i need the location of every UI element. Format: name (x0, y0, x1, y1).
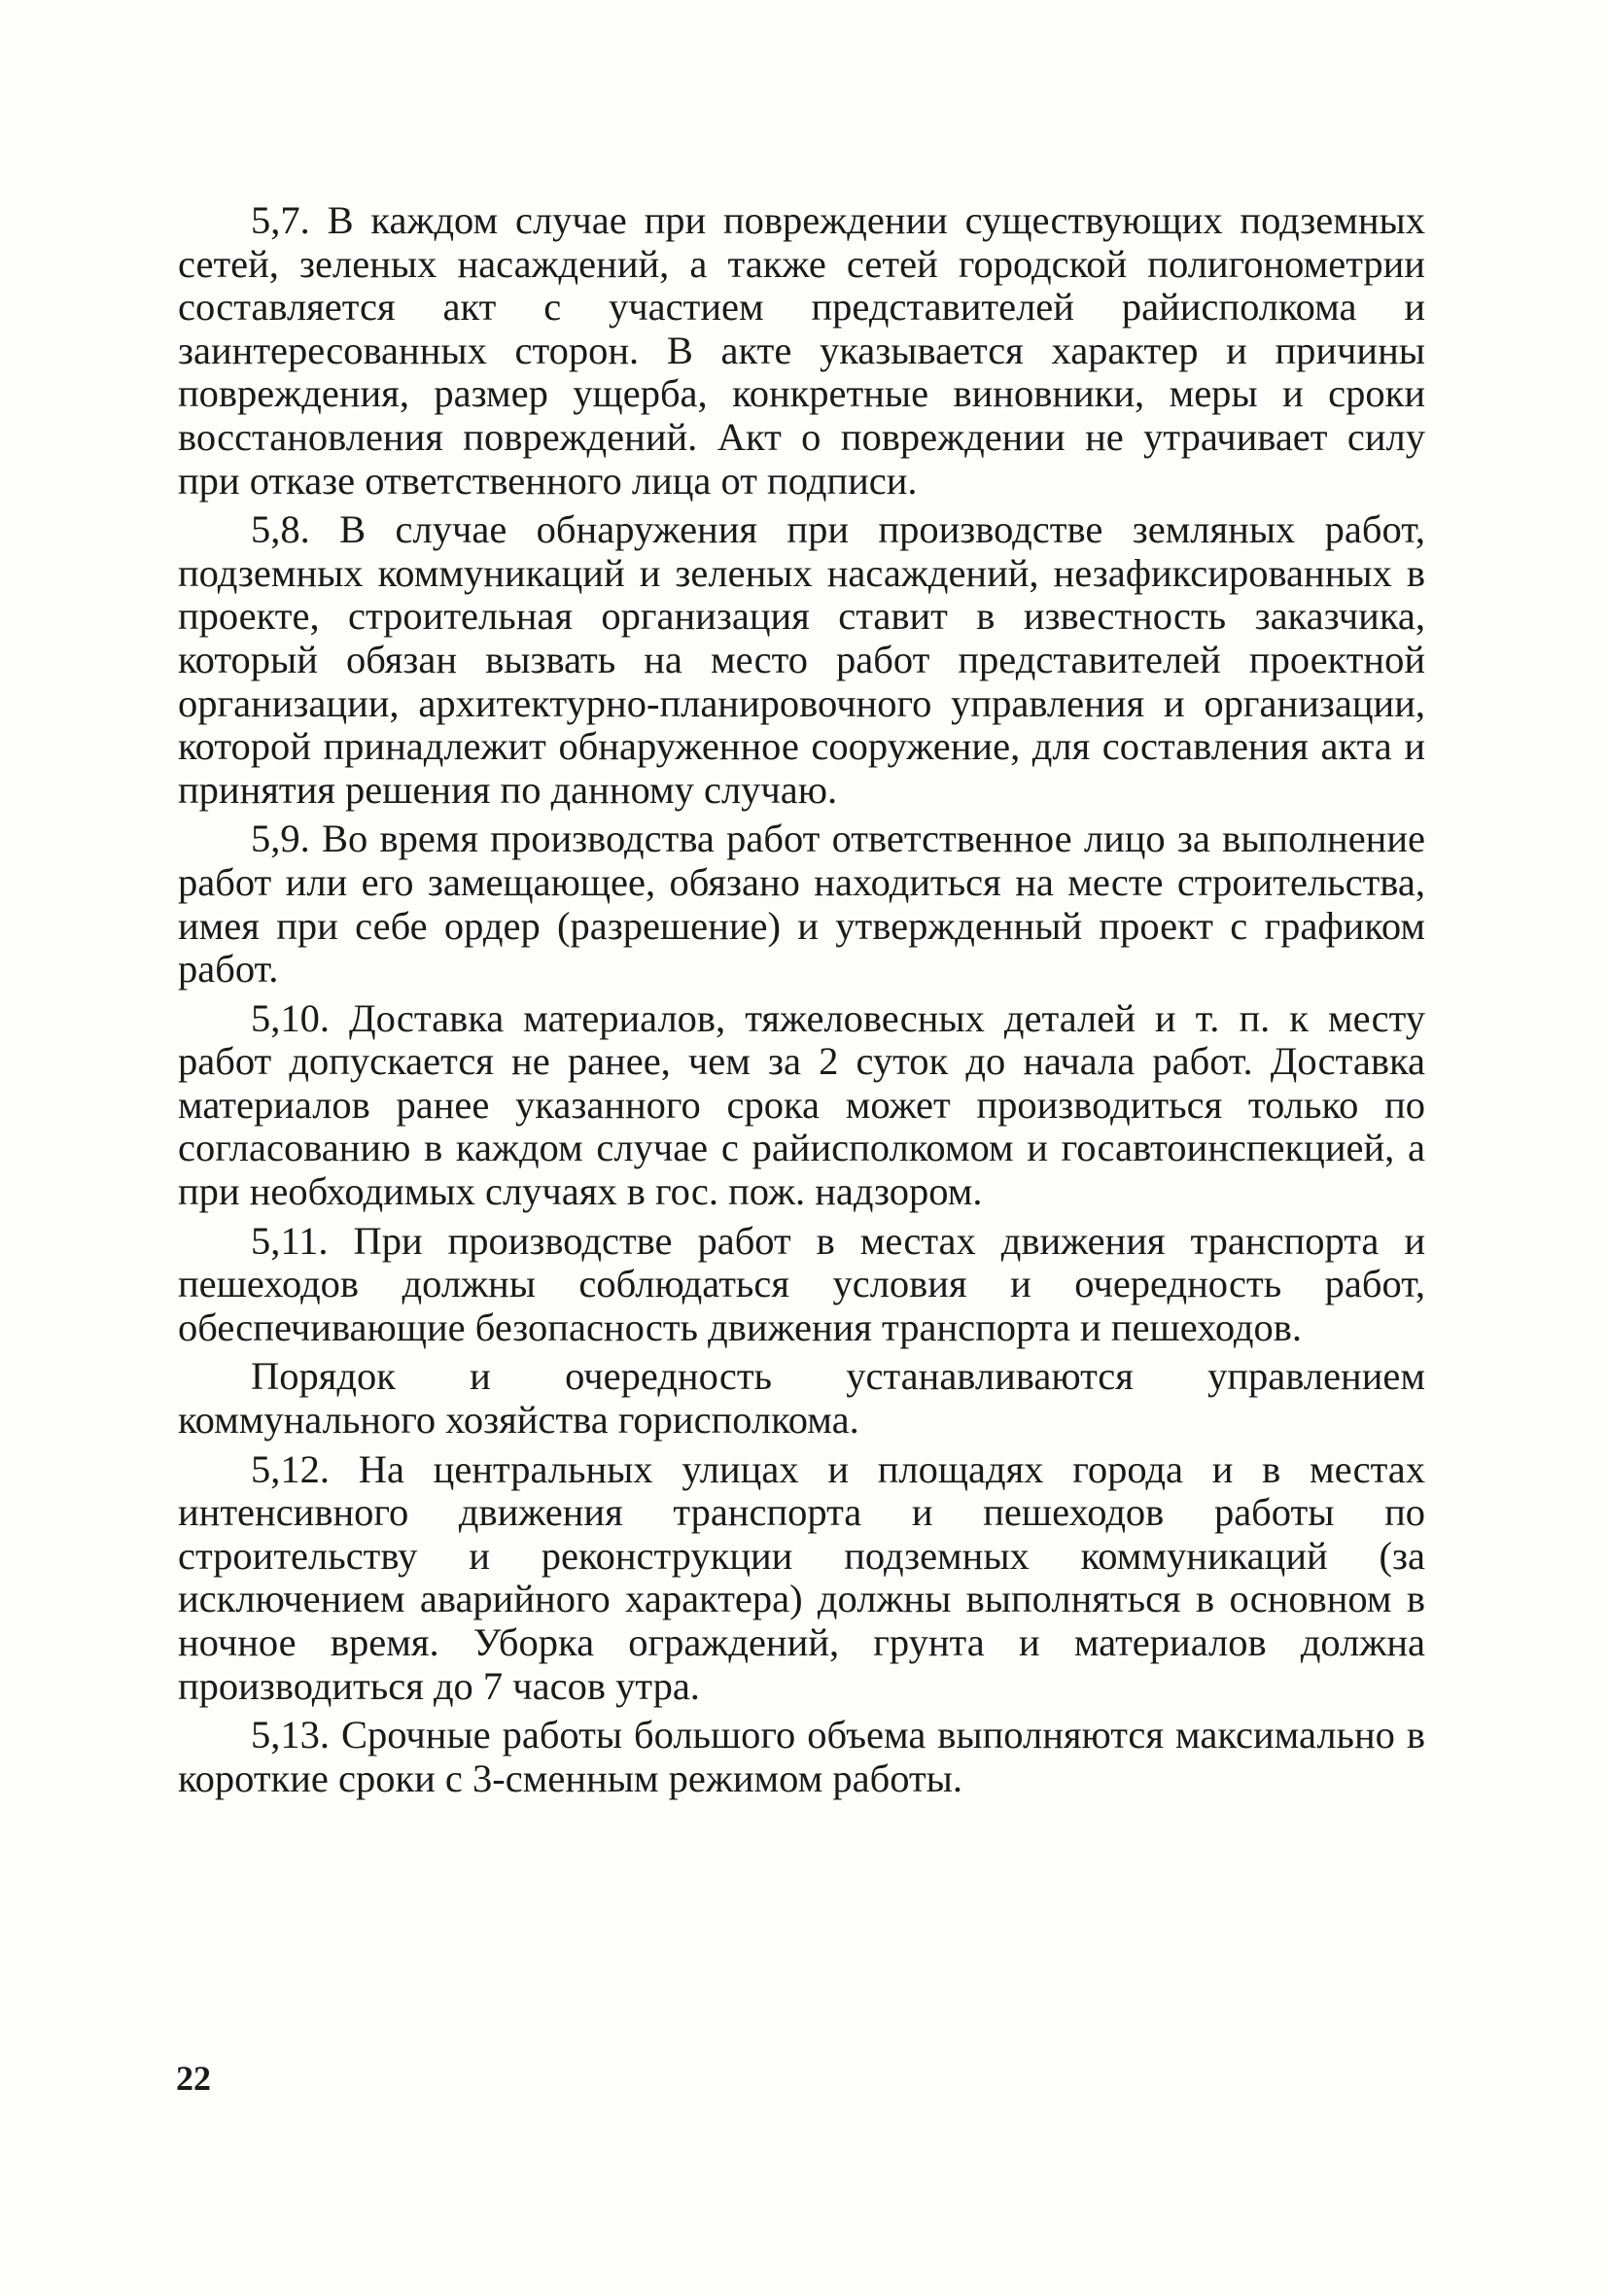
paragraph-5-13: 5,13. Срочные работы большого объема выполняются максимально в короткие сроки с 3-сменным режимом работы. (178, 1713, 1425, 1800)
paragraph-5-11: 5,11. При производстве работ в местах движения транспорта и пешеходов должны соблюдаться условия и очередность работ, обеспечивающие безопасность движения транспорта и пешеходов. (178, 1218, 1425, 1349)
paragraph-5-8: 5,8. В случае обнаружения при производстве земляных работ, подземных коммуникаций и зеленых насаждений, незафиксированных в проекте, строительная организация ставит в известность заказчика, который обязан вызвать на место работ представителей проектной организации, архитектурно-планировочного управления и организации, которой принадлежит обнаруженное сооружение, для составления акта и принятия решения по данному случаю. (178, 507, 1425, 812)
paragraph-5-11-continuation: Порядок и очередность устанавливаются управлением коммунального хозяйства горисполкома. (178, 1354, 1425, 1443)
body-text (178, 199, 1425, 1806)
paragraph-5-7: 5,7. В каждом случае при повреждении существующих подземных сетей, зеленых насаждений, а также сетей городской полигонометрии составляется акт с участием представителей райисполкома и заинтересованных сторон. В акте указывается характер и причины повреждения, размер ущерба, конкретные виновники, меры и сроки восстановления повреждений. Акт о повреждении не утрачивает силу при отказе ответственного лица от подписи. (178, 198, 1425, 503)
page-number: 22 (176, 2059, 211, 2098)
paragraph-5-9: 5,9. Во время производства работ ответственное лицо за выполнение работ или его замещающее, обязано находиться на месте строительства, имея при себе ордер (разрешение) и утвержденный проект с графиком работ. (178, 817, 1425, 991)
paragraph-5-12: 5,12. На центральных улицах и площадях города и в местах интенсивного движения транспорта и пешеходов работы по строительству и реконструкции подземных коммуникаций (за исключением аварийного характера) должны выполняться в основном в ночное время. Уборка ограждений, грунта и материалов должна производиться до 7 часов утра. (178, 1446, 1425, 1708)
paragraph-5-10: 5,10. Доставка материалов, тяжеловесных деталей и т. п. к месту работ допускается не ранее, чем за 2 суток до начала работ. Доставка материалов ранее указанного срока может производиться только по согласованию в каждом случае с райисполкомом и госавтоинспекцией, а при необходимых случаях в гос. пож. надзором. (178, 995, 1425, 1214)
